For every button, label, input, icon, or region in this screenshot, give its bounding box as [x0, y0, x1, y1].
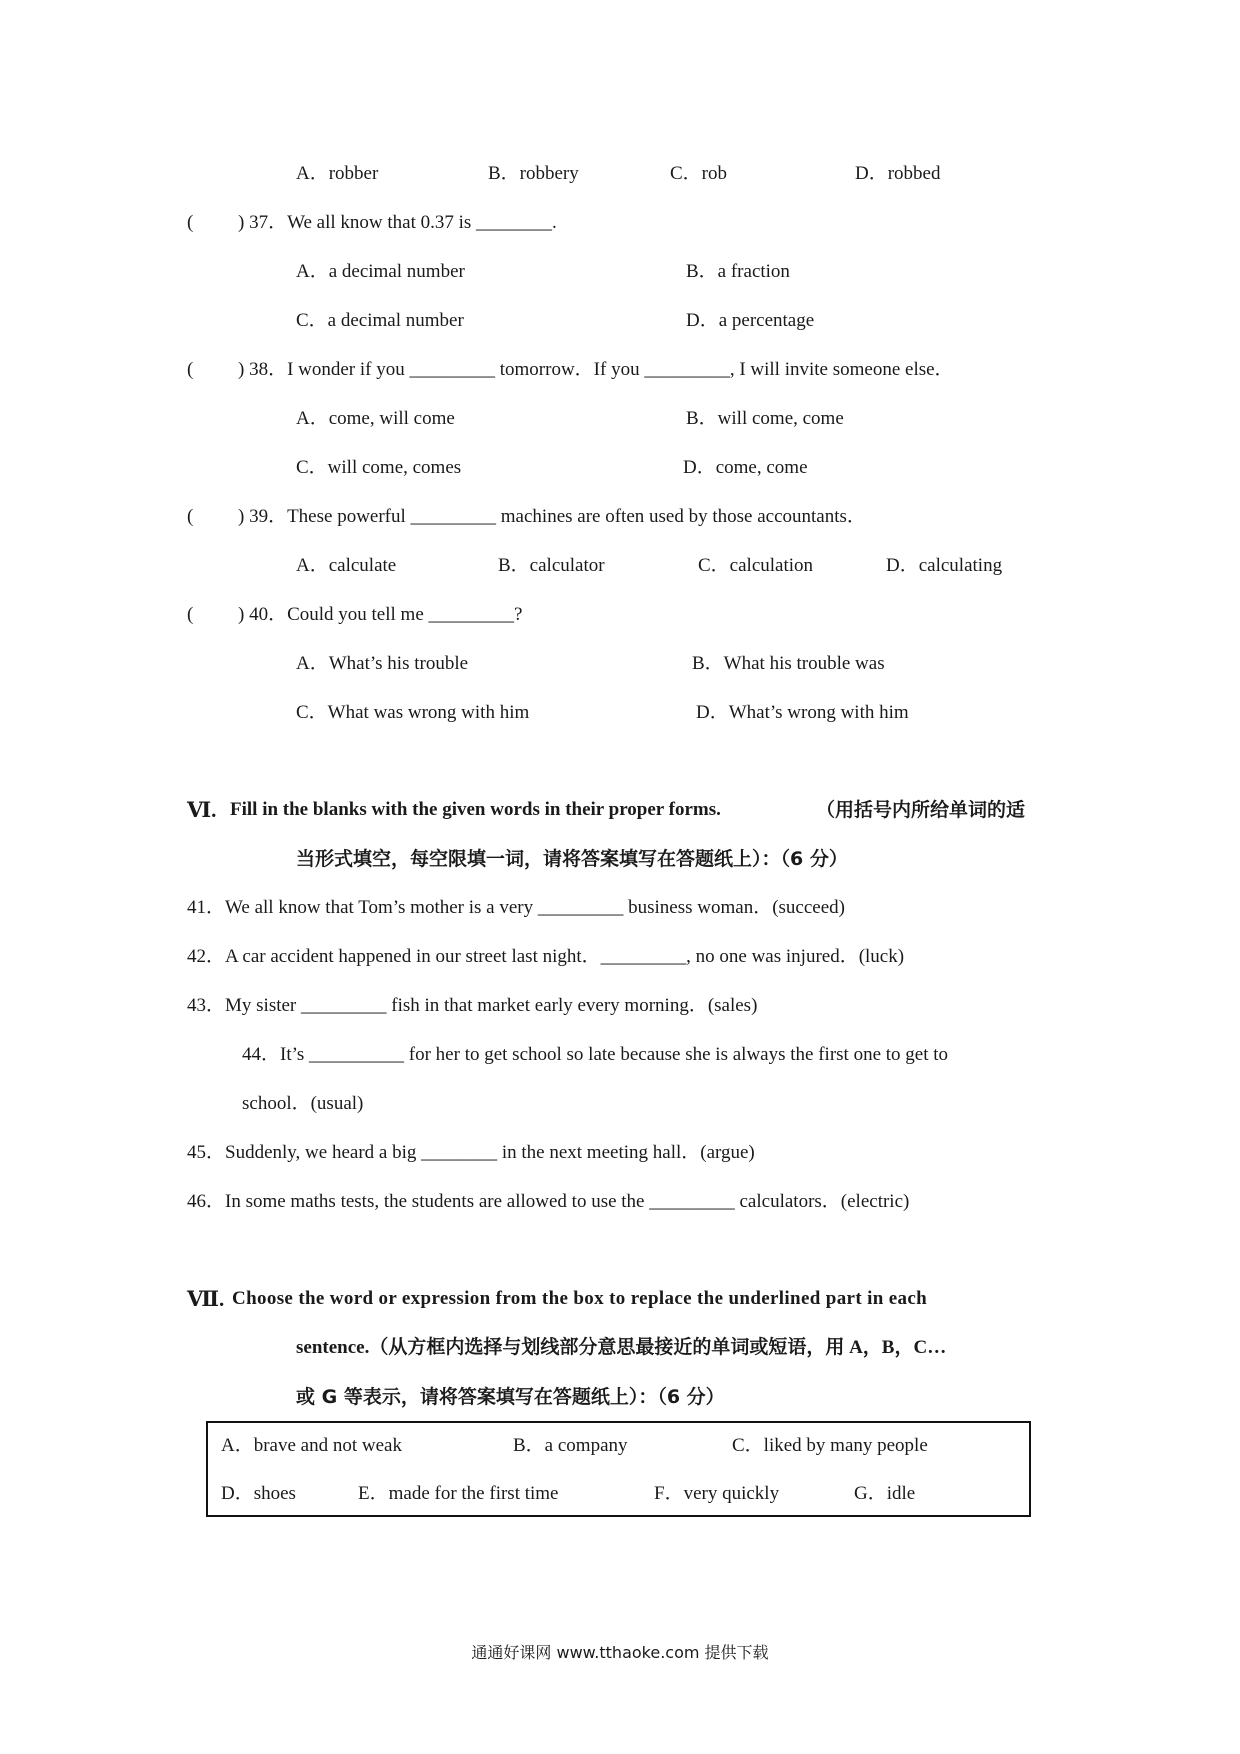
item-46: 46．In some maths tests, the students are allowed to use the _________ calculators．(electric)	[187, 1191, 910, 1212]
item-42: 42．A car accident happened in our street last night．_________, no one was injured．(luck)	[187, 946, 905, 967]
section-numeral: Ⅶ.	[187, 1287, 225, 1311]
question-stem: ) 38．I wonder if you _________ tomorrow．If you _________, I will invite someone else．	[238, 359, 954, 380]
section-instruction: 或 G 等表示，请将答案填写在答题纸上）：（6 分）	[296, 1386, 725, 1408]
box-option-f: F．very quickly	[654, 1483, 780, 1504]
box-option-e: E．made for the first time	[358, 1483, 559, 1504]
box-option-c: C．liked by many people	[732, 1435, 928, 1456]
option-c: C．rob	[670, 163, 728, 184]
section-numeral: Ⅵ.	[187, 798, 217, 822]
option-b: B．a fraction	[686, 261, 790, 282]
item-43: 43．My sister _________ fish in that market early every morning．(sales)	[187, 995, 758, 1016]
section-title-cont: sentence.（从方框内选择与划线部分意思最接近的单词或短语，用 A，B，C…	[296, 1337, 947, 1358]
item-44-cont: school．(usual)	[242, 1093, 364, 1114]
option-a: A．What’s his trouble	[296, 653, 469, 674]
option-b: B．calculator	[498, 555, 605, 576]
section-instruction: （用括号内所给单词的适	[816, 799, 1026, 821]
option-c: C．What was wrong with him	[296, 702, 530, 723]
option-b: B．What his trouble was	[692, 653, 885, 674]
word-box	[206, 1421, 1031, 1517]
question-stem: ) 37．We all know that 0.37 is ________.	[238, 212, 557, 233]
option-a: A．robber	[296, 163, 379, 184]
answer-paren: (	[187, 359, 194, 380]
option-d: D．come, come	[683, 457, 808, 478]
option-c: C．a decimal number	[296, 310, 464, 331]
option-a: A．come, will come	[296, 408, 455, 429]
item-41: 41．We all know that Tom’s mother is a very _________ business woman．(succeed)	[187, 897, 845, 918]
option-c: C．will come, comes	[296, 457, 462, 478]
option-d: D．What’s wrong with him	[696, 702, 909, 723]
answer-paren: (	[187, 212, 194, 233]
box-option-b: B．a company	[513, 1435, 628, 1456]
option-a: A．calculate	[296, 555, 397, 576]
option-d: D．a percentage	[686, 310, 815, 331]
option-d: D．robbed	[855, 163, 941, 184]
answer-paren: (	[187, 506, 194, 527]
question-stem: ) 40．Could you tell me _________?	[238, 604, 523, 625]
option-c: C．calculation	[698, 555, 814, 576]
box-option-d: D．shoes	[221, 1483, 296, 1504]
item-45: 45．Suddenly, we heard a big ________ in the next meeting hall．(argue)	[187, 1142, 755, 1163]
question-stem: ) 39．These powerful _________ machines are often used by those accountants．	[238, 506, 866, 527]
page-footer: 通通好课网 www.tthaoke.com 提供下载	[471, 1643, 769, 1662]
option-b: B．will come, come	[686, 408, 844, 429]
option-a: A．a decimal number	[296, 261, 465, 282]
box-option-a: A．brave and not weak	[221, 1435, 402, 1456]
section-instruction-cont: 当形式填空，每空限填一词，请将答案填写在答题纸上）：（6 分）	[296, 848, 848, 870]
item-44: 44．It’s __________ for her to get school so late because she is always the first one to get to	[242, 1044, 949, 1065]
section-title: Choose the word or expression from the box to replace the underlined part in each	[232, 1288, 928, 1309]
box-option-g: G．idle	[854, 1483, 916, 1504]
section-title: Fill in the blanks with the given words in their proper forms.	[230, 799, 721, 820]
answer-paren: (	[187, 604, 194, 625]
option-b: B．robbery	[488, 163, 579, 184]
option-d: D．calculating	[886, 555, 1003, 576]
